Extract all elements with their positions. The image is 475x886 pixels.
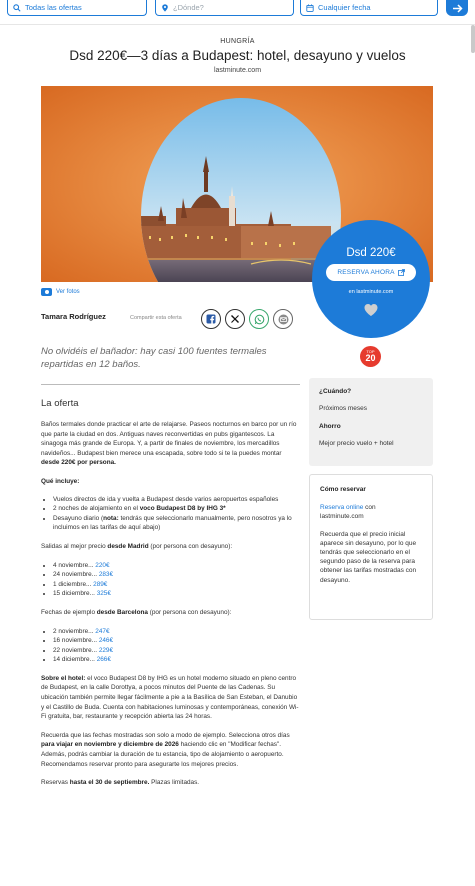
deal-source: lastminute.com xyxy=(213,67,262,74)
author-name: Tamara Rodríguez xyxy=(41,312,106,321)
reserve-now-button[interactable] xyxy=(326,264,416,281)
destination-input[interactable] xyxy=(155,0,294,16)
calendar-icon xyxy=(306,4,314,12)
search-submit-button[interactable] xyxy=(446,0,468,16)
barcelona-origin: desde Barcelona xyxy=(96,608,148,616)
include-text: Vuelos directos de ida y vuelta a Budapest desde varios aeropuertos españoles xyxy=(53,495,279,503)
include-hotel: voco Budapest D8 by IHG 3* xyxy=(139,505,226,513)
date-filter-label: Cualquier fecha xyxy=(318,3,371,12)
date-text: 14 diciembre... xyxy=(53,656,97,664)
breakfast-note: nota: xyxy=(103,514,119,522)
when-box xyxy=(309,378,433,466)
book-note: Recuerda que el precio inicial aparece sin desayuno, por lo que tendrás que seleccionarlo en el segundo paso de la reserva para obtener las tarifas mostradas con desayuno. xyxy=(320,530,417,584)
mail-icon xyxy=(278,314,289,325)
country-kicker: HUNGRÍA xyxy=(220,38,255,45)
barcelona-intro-end: (por persona con desayuno): xyxy=(147,608,232,616)
hotel-text: el voco Budapest D8 by IHG es un hotel moderno situado en pleno centro de Budapest, en la calle Dorottya, a pocos minutos del Puente de las Cadenas. Su ubicación también permite llegar fácilmente a pie a la Basílica de San Esteban, el Danubio y el Castillo de Buda. Cuenta con habitaciones luminosas y contemporáneas, conexión Wi-Fi gratuita, bar, restaurante y recepción abierta las 24 horas. xyxy=(41,674,299,721)
includes-list xyxy=(41,495,301,533)
date-text: 24 noviembre... xyxy=(53,571,99,579)
offer-intro xyxy=(41,420,301,468)
search-bar xyxy=(0,0,475,25)
x-icon xyxy=(230,314,240,324)
date-text: 2 noviembre... xyxy=(53,627,96,635)
offer-intro-price: desde 220€ por persona. xyxy=(41,459,116,467)
book-with-text: con xyxy=(363,504,376,512)
location-pin-icon xyxy=(161,4,169,12)
x-share-button[interactable] xyxy=(225,309,245,329)
date-filter[interactable] xyxy=(300,0,438,16)
date-text: 22 noviembre... xyxy=(53,646,99,654)
external-link-icon xyxy=(398,269,405,276)
date-price-link[interactable]: 289€ xyxy=(93,580,108,588)
view-photos-label: Ver fotos xyxy=(56,289,80,295)
includes-title: Qué incluye: xyxy=(41,477,80,485)
madrid-dates-list xyxy=(41,561,301,599)
date-text: 1 diciembre... xyxy=(53,580,94,588)
share-buttons xyxy=(201,309,293,329)
madrid-intro-text: Salidas al mejor precio xyxy=(41,542,108,550)
list-item xyxy=(53,627,301,637)
list-item xyxy=(53,561,301,571)
deadline-end: Plazas limitadas. xyxy=(149,779,200,787)
date-price-link[interactable]: 266€ xyxy=(96,656,111,664)
price-card xyxy=(312,220,430,338)
facebook-icon xyxy=(206,314,216,324)
breakfast-text: Desayuno diario ( xyxy=(53,514,104,522)
dates-note-period: para viajar en noviembre y diciembre de 2026 xyxy=(41,741,179,749)
madrid-origin: desde Madrid xyxy=(107,542,149,550)
how-to-book-box xyxy=(309,474,433,620)
destination-placeholder: ¿Dónde? xyxy=(173,3,204,12)
barcelona-dates-list xyxy=(41,627,301,665)
date-price-link[interactable]: 229€ xyxy=(98,646,114,654)
offer-heading: La oferta xyxy=(41,398,79,409)
list-item xyxy=(53,504,301,514)
whatsapp-share-button[interactable] xyxy=(249,309,269,329)
breakfast-text-end: tendrás que seleccionarlo manualmente, pero nosotros ya lo incluimos en las tarifas de aquí abajo) xyxy=(53,514,292,532)
booking-deadline xyxy=(41,778,301,788)
barcelona-intro-text: Fechas de ejemplo xyxy=(41,608,97,616)
dates-note-text: Recuerda que las fechas mostradas son solo a modo de ejemplo. Selecciona otros días xyxy=(41,731,290,739)
date-price-link[interactable]: 246€ xyxy=(98,637,114,645)
offer-intro-text: Baños termales donde practicar el arte de relajarse. Paseos nocturnos en barco por un río que parte la ciudad en dos. Antiguas naves reconvertidas en pubs gigantescos. La sinagoga más grande de Europa. Y, a partir de finales de noviembre, los mercadillos navideños... Budapest bien merece una escapada, sobre todo si te la puedes montar xyxy=(41,421,297,457)
email-share-button[interactable] xyxy=(273,309,293,329)
hotel-description xyxy=(41,674,301,722)
list-item xyxy=(53,514,301,533)
offers-filter[interactable] xyxy=(7,0,147,16)
savings-title: Ahorro xyxy=(319,423,341,430)
top20-badge xyxy=(360,346,381,367)
badge-number: 20 xyxy=(365,353,376,363)
how-to-book-title: Cómo reservar xyxy=(320,486,366,493)
list-item xyxy=(53,655,301,665)
list-item xyxy=(53,580,301,590)
date-price-link[interactable]: 220€ xyxy=(95,561,110,569)
sold-by-label: en lastminute.com xyxy=(348,289,394,295)
list-item xyxy=(53,646,301,656)
whatsapp-icon xyxy=(254,314,265,325)
page-title: Dsd 220€—3 días a Budapest: hotel, desayuno y vuelos xyxy=(69,48,406,63)
date-price-link[interactable]: 325€ xyxy=(96,590,111,598)
include-text: 2 noches de alojamiento en el xyxy=(53,505,140,513)
list-item xyxy=(53,636,301,646)
when-title: ¿Cuándo? xyxy=(319,388,352,395)
when-value: Próximos meses xyxy=(319,405,368,412)
deal-price: Dsd 220€ xyxy=(346,247,396,259)
dates-note xyxy=(41,731,301,769)
pull-quote: No olvidéis el bañador: hay casi 100 fuentes termales repartidas en 12 baños. xyxy=(41,346,267,370)
heart-icon[interactable] xyxy=(363,302,379,318)
share-label: Compartir esta oferta xyxy=(130,315,182,321)
hotel-label: Sobre el hotel: xyxy=(41,674,86,682)
reserve-now-label: RESERVA AHORA xyxy=(337,269,395,276)
offer-content xyxy=(41,398,301,797)
view-photos-link[interactable] xyxy=(41,288,80,296)
list-item xyxy=(53,570,301,580)
madrid-intro-end: (por persona con desayuno): xyxy=(148,542,233,550)
facebook-share-button[interactable] xyxy=(201,309,221,329)
book-online-line xyxy=(320,503,422,521)
dates-note-end: haciendo clic en "Modificar fechas". Además, podrás cambiar la duración de tu estancia, tipo de alojamiento o aeropuerto. Recomendamos reservar pronto para asegurarte los mejores precios. xyxy=(41,741,284,768)
date-text: 16 noviembre... xyxy=(53,637,99,645)
savings-value: Mejor precio vuelo + hotel xyxy=(319,440,394,447)
barcelona-intro xyxy=(41,608,301,618)
offers-filter-label: Todas las ofertas xyxy=(25,3,82,12)
badge-small-text: TOP xyxy=(366,349,375,354)
date-price-link[interactable]: 283€ xyxy=(98,571,114,579)
search-icon xyxy=(13,4,21,12)
deadline-text: Reservas xyxy=(41,779,70,787)
list-item xyxy=(53,495,301,505)
deadline-date: hasta el 30 de septiembre. xyxy=(69,779,150,787)
date-text: 15 diciembre... xyxy=(53,590,97,598)
camera-icon xyxy=(41,288,52,296)
book-site: lastminute.com xyxy=(320,513,364,521)
list-item xyxy=(53,589,301,599)
book-online-link[interactable]: Reserva online xyxy=(320,504,364,512)
date-text: 4 noviembre... xyxy=(53,561,96,569)
arrow-right-icon xyxy=(452,4,463,13)
section-divider xyxy=(41,384,300,385)
madrid-intro xyxy=(41,542,301,552)
date-price-link[interactable]: 247€ xyxy=(95,627,110,635)
